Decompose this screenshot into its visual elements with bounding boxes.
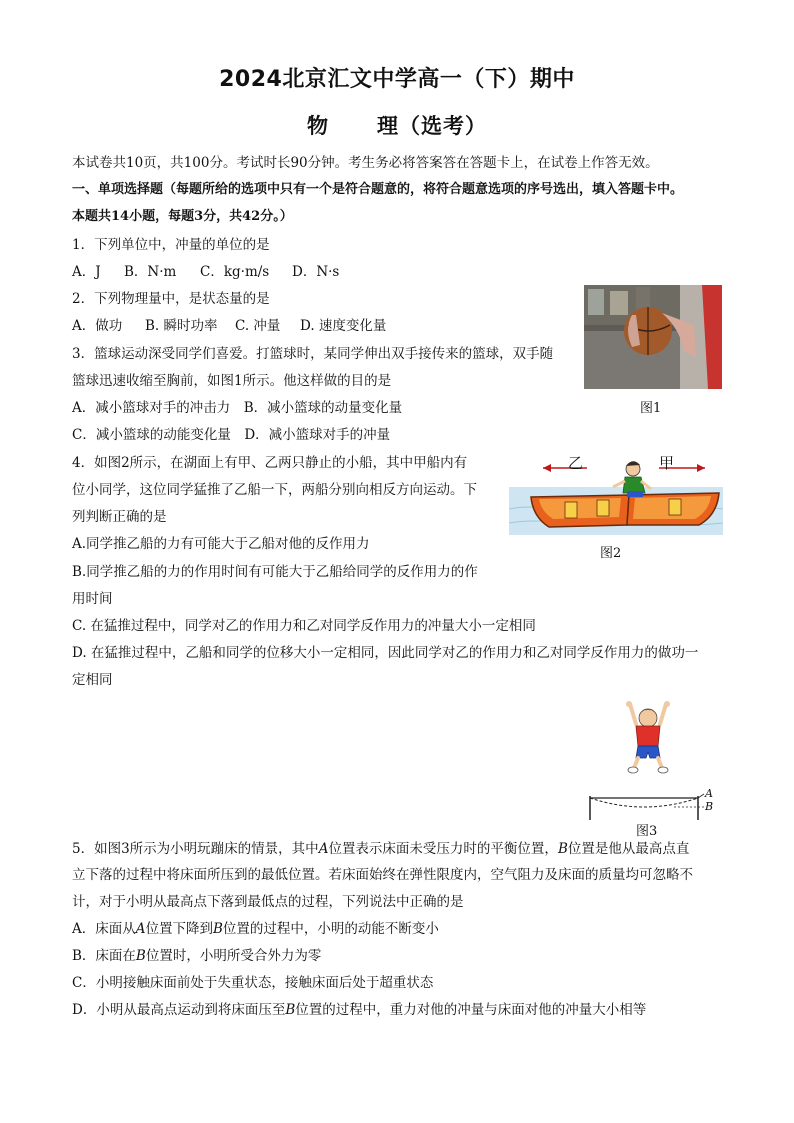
q1-option-b: B．N·m	[124, 264, 177, 280]
q5-option-d	[72, 1001, 646, 1019]
figure-1-basketball	[584, 285, 722, 389]
q5-option-text: B．床面在	[72, 948, 136, 964]
q5-option-text: 位置的过程中，重力对他的冲量与床面对他的冲量大小相等	[295, 1002, 647, 1018]
figure-1-caption: 图1	[640, 401, 662, 416]
q5-stem-text: 5．如图3所示为小明玩蹦床的情景，其中	[72, 841, 319, 857]
q5-option-a	[72, 920, 439, 938]
q4-option-d-line2: 定相同	[72, 672, 113, 688]
q1-option-c: C．kg·m/s	[200, 264, 270, 280]
q1-options	[72, 263, 339, 281]
q5-option-b	[72, 947, 321, 965]
q5-option-text: D．小明从最高点运动到将床面压至	[72, 1002, 286, 1018]
q2-option-b: B. 瞬时功率	[145, 318, 218, 334]
q2-stem: 2．下列物理量中，是状态量的是	[72, 291, 270, 307]
q4-option-d-line1: D. 在猛推过程中，乙船和同学的位移大小一定相同，因此同学对乙的作用力和乙对同学反作用力的做功一	[72, 645, 699, 661]
figure-3-label-b: B	[705, 800, 714, 813]
figure-2-caption: 图2	[600, 546, 622, 561]
q4-stem-line1: 4．如图2所示，在湖面上有甲、乙两只静止的小船，其中甲船内有	[72, 455, 468, 471]
instructions: 本试卷共10页，共100分。考试时长90分钟。考生务必将答案答在答题卡上，在试卷上作答无效。	[72, 155, 659, 171]
q5-option-text: A．床面从	[72, 921, 136, 937]
q2-option-d: D. 速度变化量	[300, 318, 387, 334]
var-b: B	[135, 948, 146, 964]
q1-option-a: A．J	[72, 264, 101, 280]
q4-stem-line3: 列判断正确的是	[72, 509, 167, 525]
q3-options-cd: C．减小篮球的动能变化量 D．减小篮球对手的冲量	[72, 427, 391, 443]
q5-stem-text: 位置是他从最高点直	[567, 841, 690, 857]
q1-option-d: D．N·s	[292, 264, 340, 280]
subject-left: 物	[307, 114, 329, 138]
q5-option-text: 位置时，小明所受合外力为零	[145, 948, 322, 964]
subject-title	[0, 110, 794, 140]
var-a: A	[135, 921, 146, 937]
q3-options-ab: A．减小篮球对手的冲击力 B．减小篮球的动量变化量	[72, 400, 403, 416]
q5-option-text: 位置的过程中，小明的动能不断变小	[222, 921, 439, 937]
q4-option-a: A.同学推乙船的力有可能大于乙船对他的反作用力	[72, 536, 370, 552]
q5-stem-line1	[72, 840, 689, 858]
figure-3-caption: 图3	[636, 824, 658, 839]
q3-stem-line1: 3．篮球运动深受同学们喜爱。打篮球时，某同学伸出双手接传来的篮球，双手随	[72, 346, 554, 362]
q2-option-c: C. 冲量	[235, 318, 281, 334]
q4-option-b-line1: B.同学推乙船的力的作用时间有可能大于乙船给同学的反作用力的作	[72, 564, 478, 580]
figure-3-label-a: A	[705, 787, 713, 800]
section-heading-line1: 一、单项选择题（每题所给的选项中只有一个是符合题意的，将符合题意选项的序号选出，填入答题卡中。	[72, 182, 684, 197]
q4-option-b-line2: 用时间	[72, 591, 113, 607]
section-heading-line2: 本题共14小题，每题3分，共42分。）	[72, 209, 293, 224]
var-a: A	[318, 841, 329, 857]
q5-stem-text: 位置表示床面未受压力时的平衡位置，	[328, 841, 558, 857]
exam-title: 2024北京汇文中学高一（下）期中	[219, 67, 575, 92]
q3-stem-line2: 篮球迅速收缩至胸前，如图1所示。他这样做的目的是	[72, 373, 392, 389]
figure-2-boats	[509, 447, 723, 535]
var-b: B	[213, 921, 223, 937]
figure-3-trampoline	[586, 786, 720, 822]
var-b: B	[285, 1002, 296, 1018]
q2-option-a: A．做功	[72, 318, 123, 334]
var-b: B	[557, 841, 568, 857]
q5-stem-line2: 立下落的过程中将床面所压到的最低位置。若床面始终在弹性限度内，空气阻力及床面的质量均可忽略不	[72, 867, 693, 883]
q4-stem-line2: 位小同学，这位同学猛推了乙船一下，两船分别向相反方向运动。下	[72, 482, 477, 498]
label-jia: 甲	[659, 454, 675, 472]
q5-option-text: 位置下降到	[145, 921, 213, 937]
q5-stem-line3: 计，对于小明从最高点下落到最低点的过程，下列说法中正确的是	[72, 894, 464, 910]
subject-right: 理（选考）	[377, 114, 487, 138]
q1-stem: 1．下列单位中，冲量的单位的是	[72, 237, 270, 253]
q5-option-c: C．小明接触床面前处于失重状态，接触床面后处于超重状态	[72, 975, 434, 991]
figure-3-jumping-boy	[620, 700, 676, 776]
q4-option-c: C. 在猛推过程中，同学对乙的作用力和乙对同学反作用力的冲量大小一定相同	[72, 618, 536, 634]
q2-options	[72, 317, 386, 335]
label-yi: 乙	[568, 454, 584, 472]
